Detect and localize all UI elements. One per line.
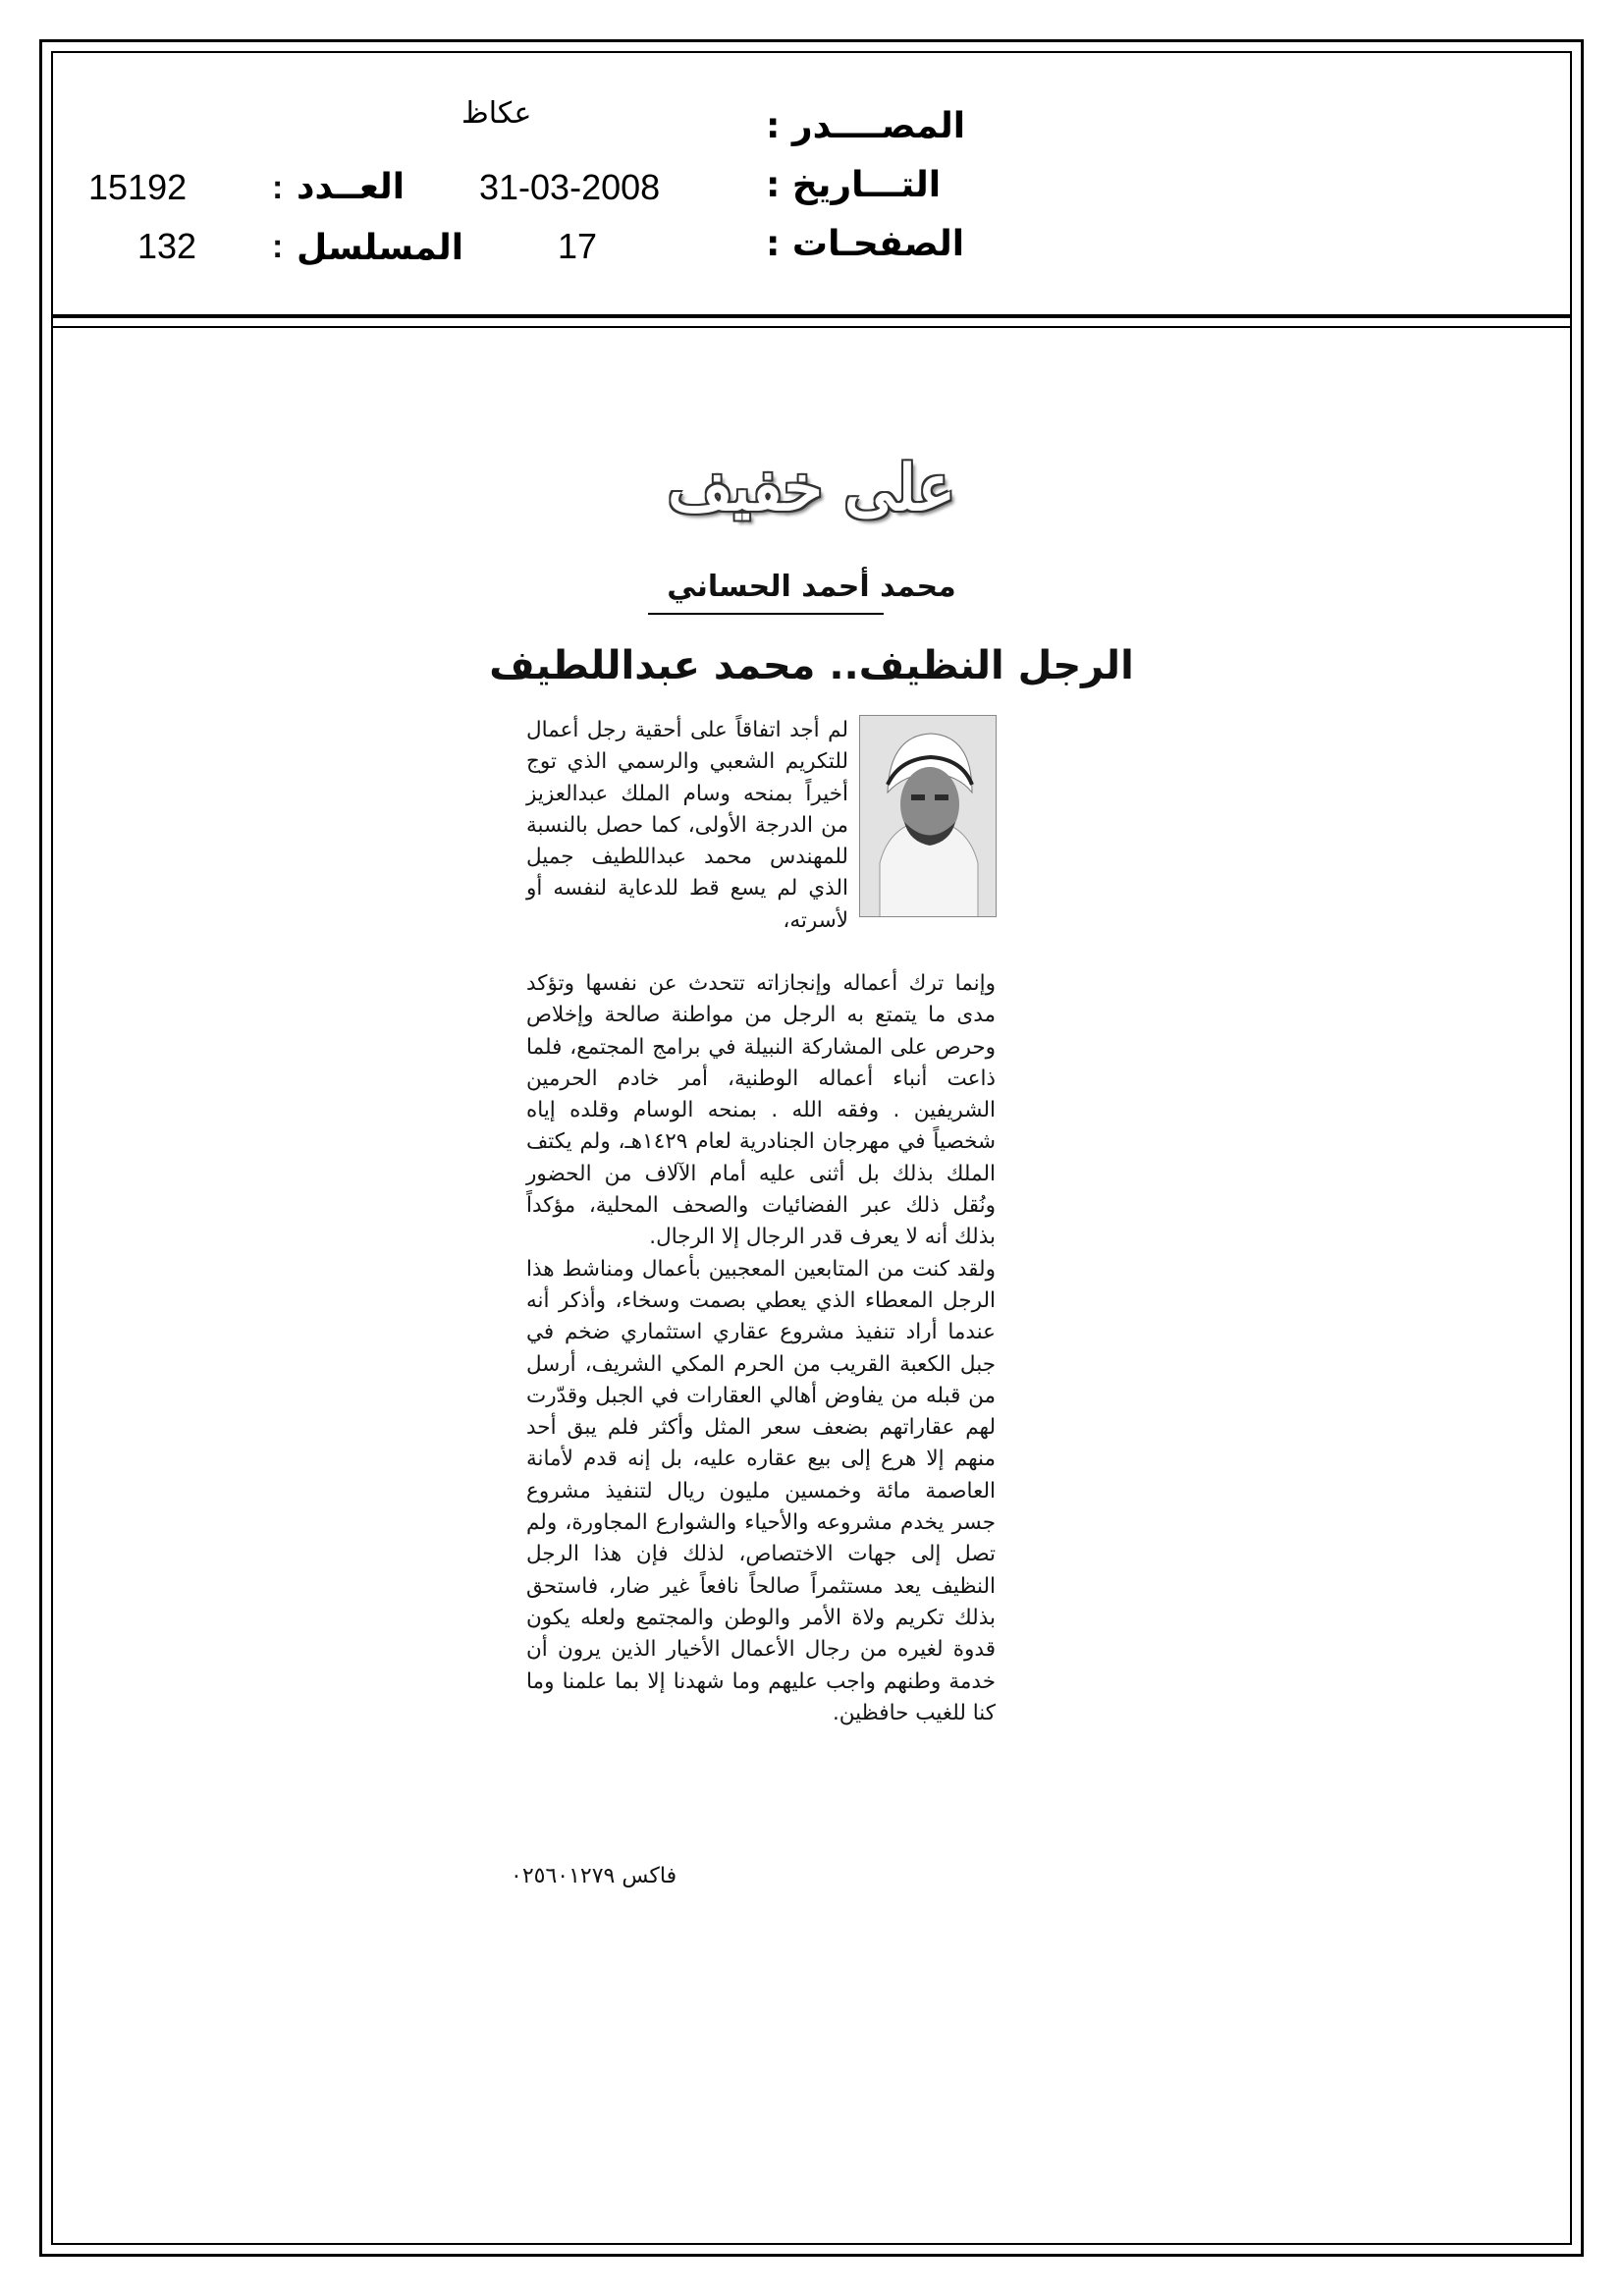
date-label: التـــاريخ : [766, 165, 942, 205]
article-paragraph-1: لم أجد اتفاقاً على أحقية رجل أعمال للتكريم الشعبي والرسمي الذي توج أخيراً بمنحه وسام الملك عبدالعزيز من الدرجة الأولى، كما حصل بالنسبة للمهندس محمد عبداللطيف جميل الذي لم يسع قط للدعاية لنفسه أو لأسرته، [526, 718, 848, 933]
author-name: محمد أحمد الحساني [667, 570, 956, 604]
serial-colon: : [272, 228, 284, 265]
issue-value: 15192 [88, 167, 188, 207]
issue-label: العــدد [297, 167, 406, 207]
pages-label: الصفحـات : [766, 224, 965, 264]
author-underline [648, 613, 884, 615]
article-headline: الرجل النظيف.. محمد عبداللطيف [489, 643, 1134, 688]
source-label: المصــــدر : [766, 106, 966, 146]
header-divider-thin [51, 326, 1572, 328]
header-divider [51, 314, 1572, 318]
pages-value: 17 [558, 226, 598, 266]
serial-label: المسلسل [297, 228, 464, 268]
fax-number: فاكس ٠٢٥٦٠١٢٧٩ [511, 1864, 677, 1888]
article-paragraph-3: ولقد كنت من المتابعين المعجبين بأعمال ومناشط هذا الرجل المعطاء الذي يعطي بصمت وسخاء، وأذكر أنه عندما أراد تنفيذ مشروع عقاري استثماري ضخم في جبل الكعبة القريب من الحرم المكي الشريف، أرسل من قبله من يفاوض أهالي العقارات في الجبل وقدّرت لهم عقاراتهم بضعف سعر المثل وأكثر فلم يبق أحد منهم إلا هرع إلى بيع عقاره عليه، بل إنه قدم لأمانة العاصمة مائة وخمسين مليون ريال لتنفيذ مشروع جسر يخدم مشروعه والأحياء والشوارع المجاورة، ولم تصل إلى جهات الاختصاص، لذلك فإن هذا الرجل النظيف يعد مستثمراً صالحاً نافعاً غير ضار، فاستحق بذلك تكريم ولاة الأمر والوطن والمجتمع ولعله يكون قدوة لغيره من رجال الأعمال الأخيار الذين يرون أن خدمة وطنهم واجب عليهم وما شهدنا إلا بما علمنا وما كنا للغيب حافظين. [526, 1256, 996, 1725]
date-value: 31-03-2008 [479, 167, 661, 207]
serial-value: 132 [137, 226, 197, 266]
author-photo [859, 715, 997, 917]
portrait-image [860, 716, 997, 917]
issue-colon: : [272, 169, 284, 206]
source-value: عكاظ [461, 96, 532, 131]
column-title: على خفيف [668, 452, 955, 525]
article-paragraph-2: وإنما ترك أعماله وإنجازاته تتحدث عن نفسها وتؤكد مدى ما يتمتع به الرجل من مواطنة صالحة وإخلاص وحرص على المشاركة النبيلة في برامج المجتمع، فلما ذاعت أنباء أعماله الوطنية، أمر خادم الحرمين الشريفين . وفقه الله . بمنحه الوسام وقلده إياه شخصياً في مهرجان الجنادرية لعام ١٤٢٩هـ، ولم يكتف الملك بذلك بل أثنى عليه أمام الآلاف من الحضور ونُقل ذلك عبر الفضائيات والصحف المحلية، مؤكداً بذلك أنه لا يعرف قدر الرجال إلا الرجال. [526, 971, 997, 1250]
